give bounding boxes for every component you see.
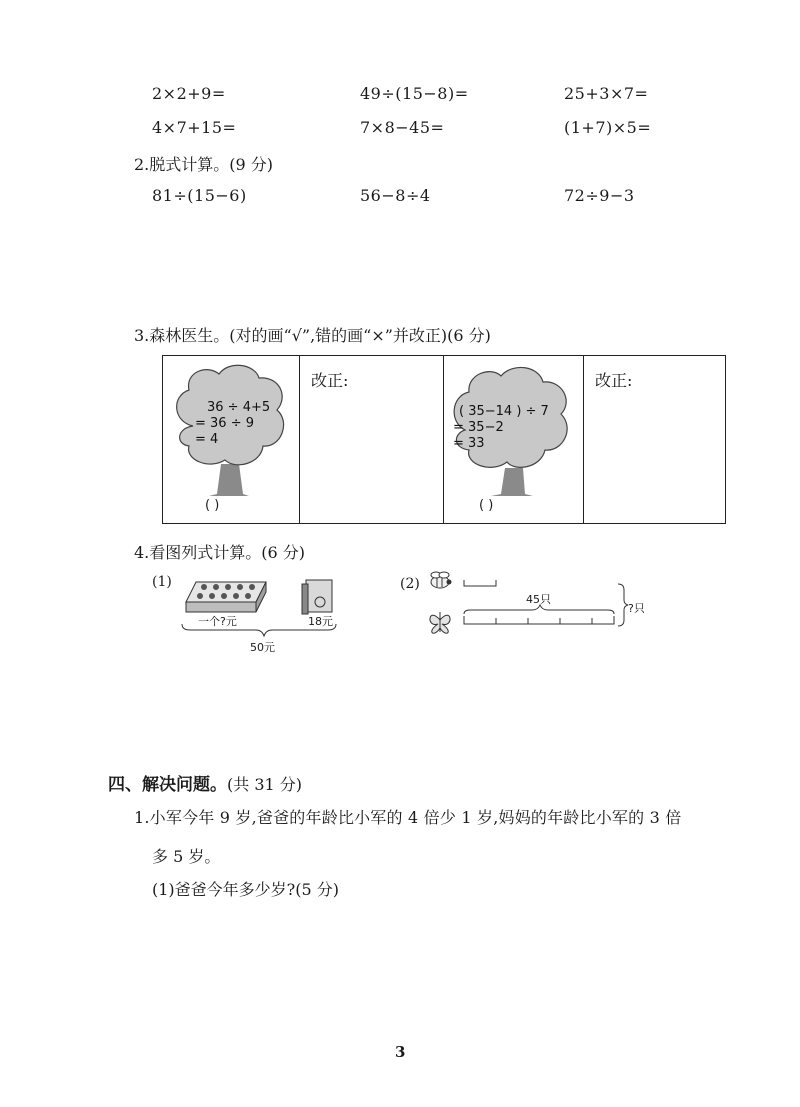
q4-p2-count-label: 45只 [526,593,551,606]
q3-title: 3.森林医生。(对的画“√”,错的画“×”并改正)(6 分) [134,326,491,345]
section4-heading [108,770,302,795]
tree2-line-2: = 35−2 [453,420,504,435]
tree2-line-1: ( 35−14 ) ÷ 7 [459,404,549,419]
q4-p1-book-price: 18元 [308,615,333,628]
section4-title: 四、解决问题。 [108,775,227,795]
oral-calc-r1c1: 2×2+9= [152,84,226,103]
tree1-line-1: 36 ÷ 4+5 [207,400,271,415]
forest-doctor-table [162,355,726,524]
tree1-line-2: = 36 ÷ 9 [195,416,254,431]
s4-q1-sub-1: (1)爸爸今年多少岁?(5 分) [152,880,339,899]
fix-label-1: 改正: [311,371,349,390]
tree2-answer-paren[interactable]: ( ) [479,498,494,513]
oral-calc-r2c1: 4×7+15= [152,118,237,137]
q4-p1-each-label: 一个?元 [198,615,237,628]
s4-q1-line-1: 1.小军今年 9 岁,爸爸的年龄比小军的 4 倍少 1 岁,妈妈的年龄比小军的 3 倍 [134,808,682,827]
s4-q1-line-2: 多 5 岁。 [152,847,221,866]
q4-p2-question: ?只 [628,602,645,615]
tree1-answer-paren[interactable]: ( ) [205,498,220,513]
tree-cell-1 [163,356,300,523]
q4-p2-number: (2) [400,576,420,592]
calculator-icon [186,582,266,612]
tree2-line-3: = 33 [453,436,485,451]
bee-icon [431,572,452,588]
q2-title: 2.脱式计算。(9 分) [134,155,274,174]
fix-cell-1[interactable] [299,356,444,523]
book-icon [302,580,332,614]
oral-calc-r1c3: 25+3×7= [564,84,649,103]
q4-p1-number: (1) [152,574,172,590]
tree1-line-3: = 4 [195,432,219,447]
q2-item-3: 72÷9−3 [564,186,635,205]
tree-icon [163,356,299,523]
fix-cell-2[interactable] [583,356,725,523]
butterfly-icon [430,612,450,633]
oral-calc-r2c2: 7×8−45= [360,118,445,137]
q2-item-2: 56−8÷4 [360,186,431,205]
fix-label-2: 改正: [595,371,633,390]
section4-score: (共 31 分) [227,775,303,794]
q4-title: 4.看图列式计算。(6 分) [134,543,306,562]
tree-cell-2 [443,356,584,523]
oral-calc-r1c2: 49÷(15−8)= [360,84,469,103]
q4-p1-total: 50元 [250,641,275,654]
page-number: 3 [395,1043,406,1061]
oral-calc-r2c3: (1+7)×5= [564,118,652,137]
q2-item-1: 81÷(15−6) [152,186,247,205]
